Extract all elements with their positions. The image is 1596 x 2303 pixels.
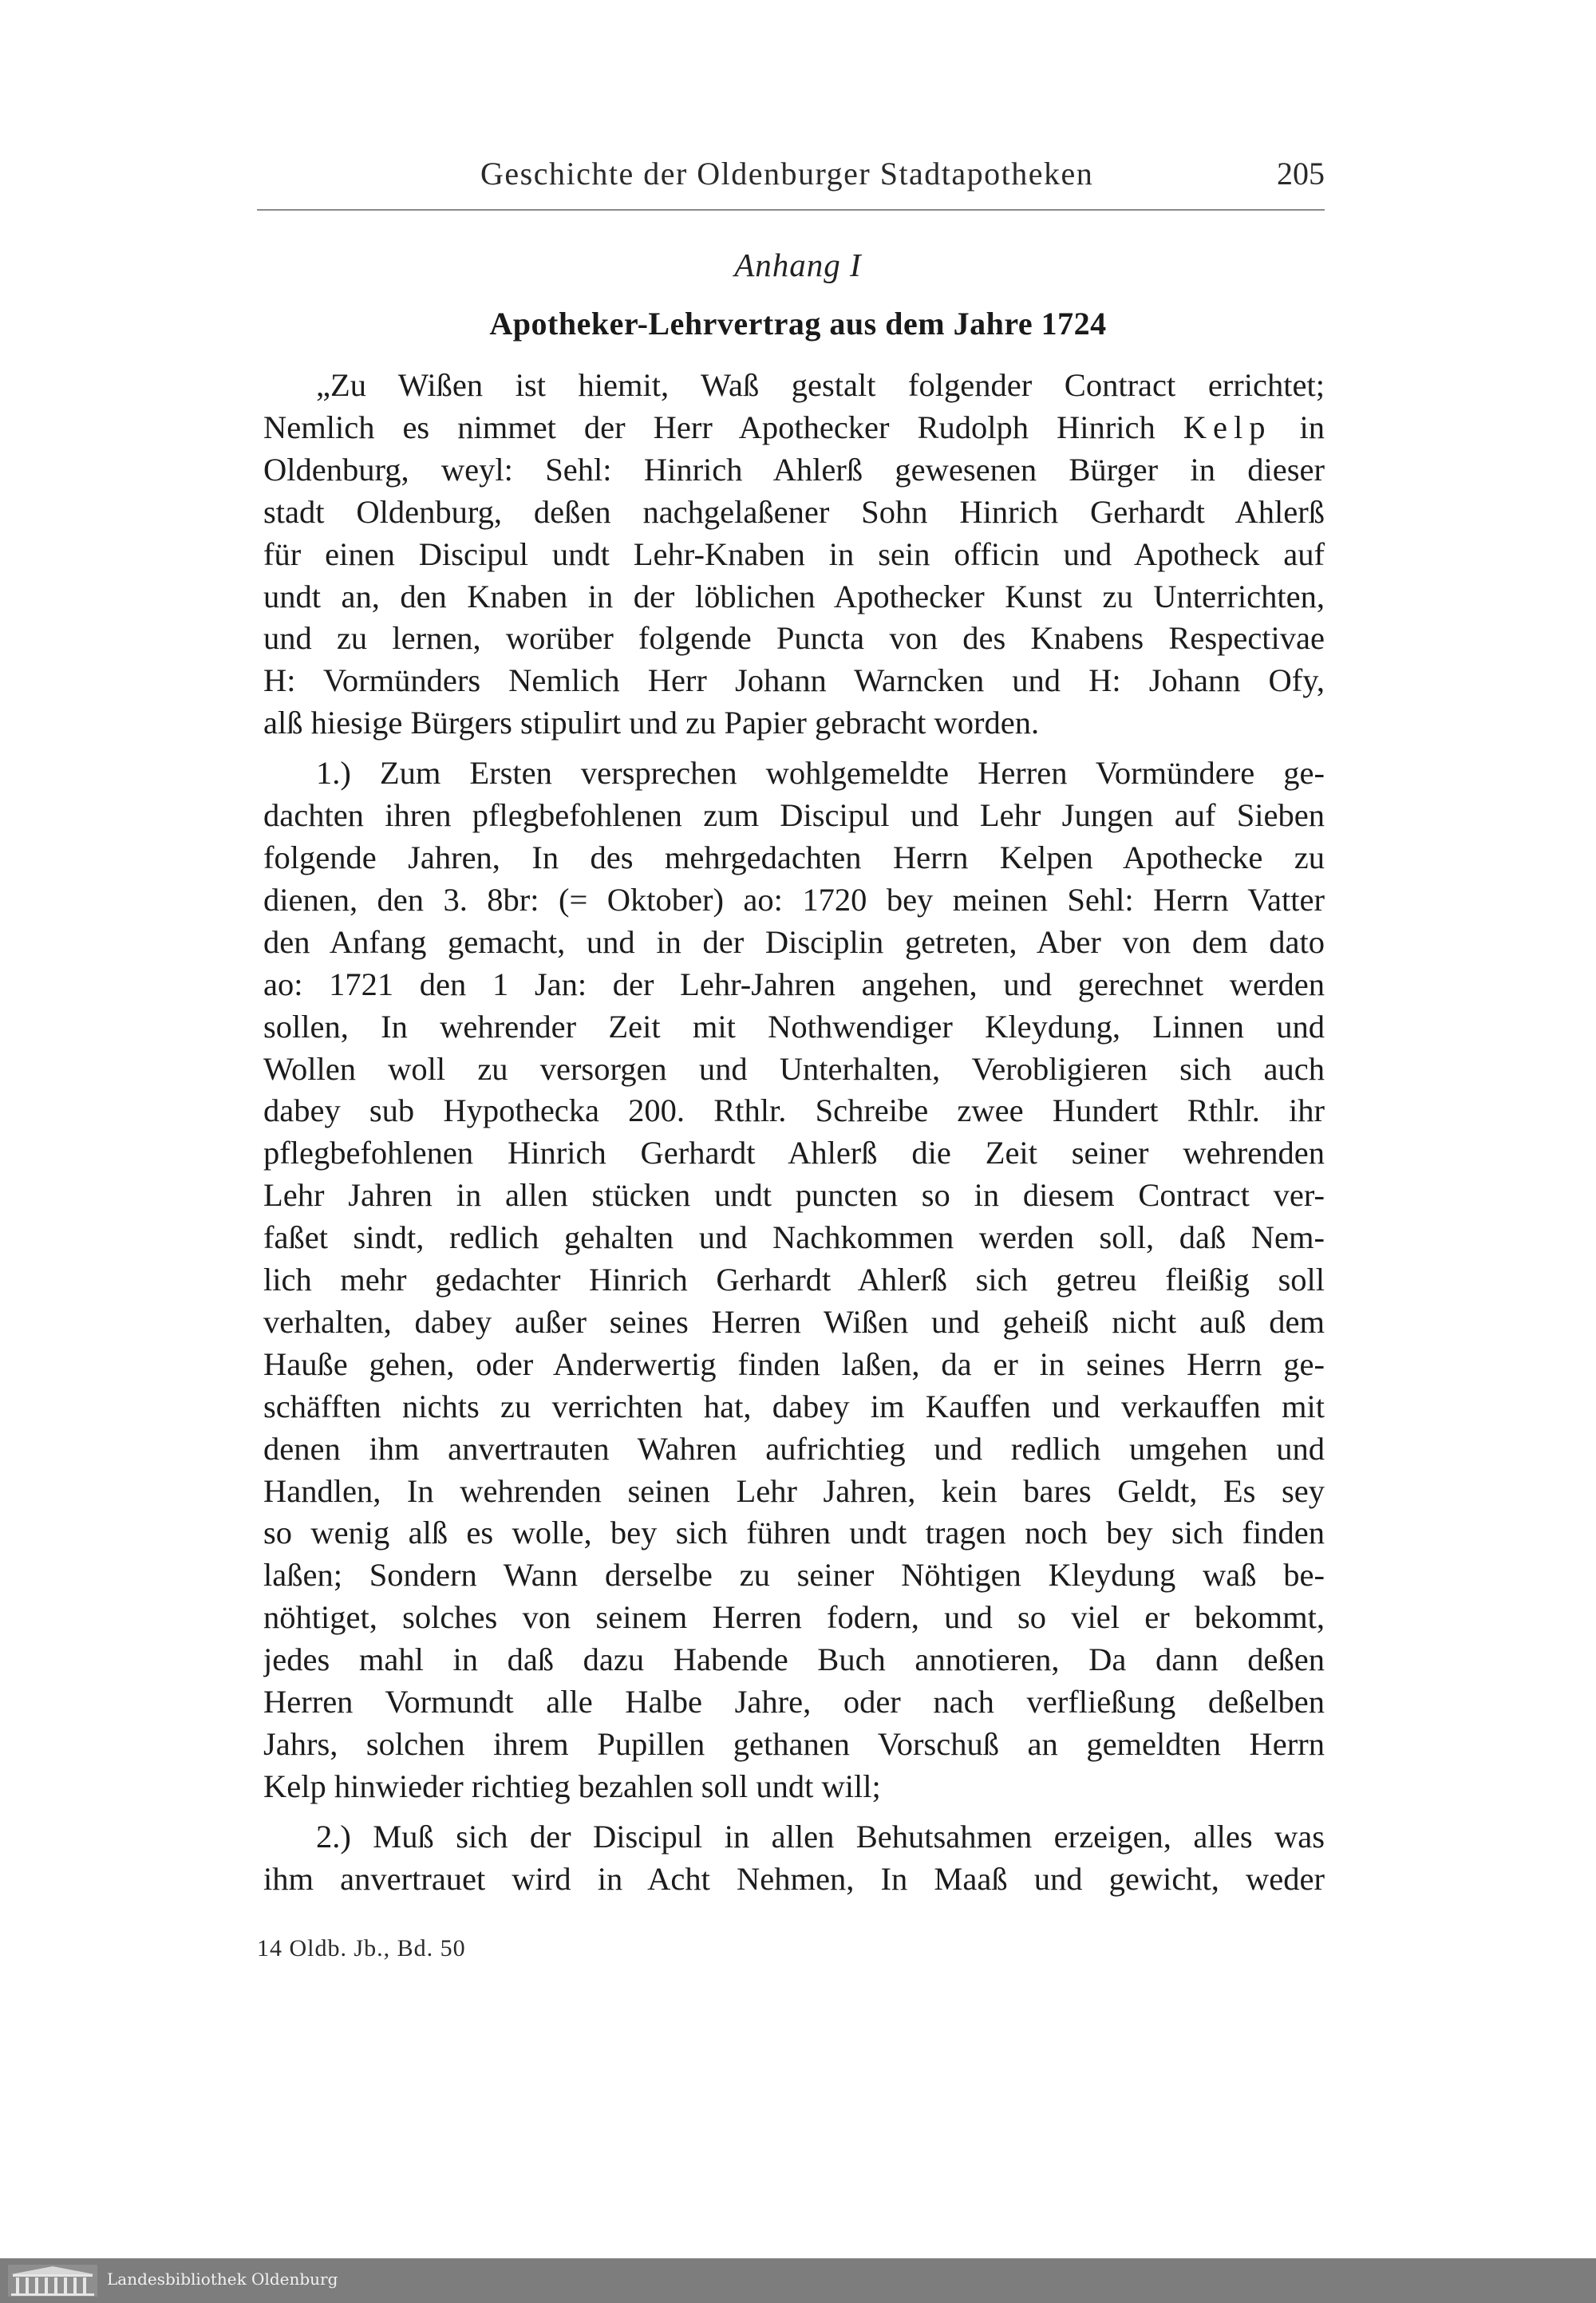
paragraph-intro [263, 365, 1325, 745]
text-line: denen ihm anvertrauten Wahren aufrichtieg und redlich umgehen und [263, 1430, 1325, 1467]
document-title: Apotheker-Lehrvertrag aus dem Jahre 1724 [489, 306, 1107, 342]
appendix-label: Anhang I [734, 247, 862, 283]
page-number: 205 [1277, 156, 1325, 192]
text-line: laßen; Sondern Wann derselbe zu seiner Nöhtigen Kleydung waß be- [263, 1557, 1325, 1594]
running-title: Geschichte der Oldenburger Stadtapotheken [480, 156, 1094, 192]
text-line: jedes mahl in daß dazu Habende Buch annotieren, Da dann deßen [263, 1641, 1325, 1678]
text-line: 1.) Zum Ersten versprechen wohlgemeldte Herren Vormündere ge- [316, 755, 1325, 792]
text-line: Lehr Jahren in allen stücken undt puncten so in diesem Contract ver- [263, 1177, 1325, 1214]
paragraph-clause-1 [263, 753, 1325, 1808]
spaced-name: Kelp [1183, 409, 1272, 445]
text-line: stadt Oldenburg, deßen nachgelaßener Sohn Hinrich Gerhardt Ahlerß [263, 493, 1325, 530]
text-line: Hauße gehen, oder Anderwertig finden laßen, da er in seines Herrn ge- [263, 1345, 1325, 1382]
text-line: dachten ihren pflegbefohlenen zum Discipul und Lehr Jungen auf Sieben [263, 797, 1325, 834]
text-line: dienen, den 3. 8br: (= Oktober) ao: 1720 bey meinen Sehl: Herrn Vatter [263, 881, 1325, 918]
text-line: H: Vormünders Nemlich Herr Johann Warncken und H: Johann Ofy, [263, 662, 1325, 699]
paragraph-gap [263, 745, 1325, 753]
text-line: Herren Vormundt alle Halbe Jahre, oder nach verfließung deßelben [263, 1684, 1325, 1720]
text-line: pflegbefohlenen Hinrich Gerhardt Ahlerß die Zeit seiner wehrenden [263, 1135, 1325, 1171]
text-line: Handlen, In wehrenden seinen Lehr Jahren, kein bares Geldt, Es sey [263, 1472, 1325, 1509]
text-line: folgende Jahren, In des mehrgedachten Herrn Kelpen Apothecke zu [263, 839, 1325, 875]
header-rule [257, 209, 1325, 211]
text-line: dabey sub Hypothecka 200. Rthlr. Schreibe zwee Hundert Rthlr. ihr [263, 1092, 1325, 1129]
library-building-icon [8, 2265, 97, 2297]
paragraph-gap [263, 1808, 1325, 1816]
text-line: Wollen woll zu versorgen und Unterhalten, Verobligieren sich auch [263, 1050, 1325, 1087]
text-line: undt an, den Knaben in der löblichen Apothecker Kunst zu Unterrichten, [263, 578, 1325, 614]
text-line: lich mehr gedachter Hinrich Gerhardt Ahlerß sich getreu fleißig soll [263, 1262, 1325, 1298]
text-line: den Anfang gemacht, und in der Disciplin getreten, Aber von dem dato [263, 923, 1325, 960]
text-line: Jahrs, solchen ihrem Pupillen gethanen Vorschuß an gemeldten Herrn [263, 1726, 1325, 1762]
text-line: ao: 1721 den 1 Jan: der Lehr-Jahren angehen, und gerechnet werden [263, 966, 1325, 1002]
library-name[interactable]: Landesbibliothek Oldenburg [107, 2269, 338, 2289]
text-line: verhalten, dabey außer seines Herren Wißen und geheiß nicht auß dem [263, 1303, 1325, 1340]
body-text [263, 365, 1325, 1901]
paragraph-clause-2 [263, 1816, 1325, 1901]
text-line: für einen Discipul undt Lehr-Knaben in sein officin und Apotheck auf [263, 535, 1325, 572]
text-line: „Zu Wißen ist hiemit, Waß gestalt folgender Contract errichtet; [316, 367, 1325, 403]
text-line: faßet sindt, redlich gehalten und Nachkommen werden soll, daß Nem- [263, 1219, 1325, 1256]
sheet-signature: 14 Oldb. Jb., Bd. 50 [257, 1935, 466, 1961]
text-line: 2.) Muß sich der Discipul in allen Behutsahmen erzeigen, alles was [316, 1818, 1325, 1855]
text-line: so wenig alß es wolle, bey sich führen undt tragen noch bey sich finden [263, 1515, 1325, 1551]
text-fragment: Nemlich es nimmet der Herr Apothecker Rudolph Hinrich [263, 409, 1156, 445]
text-line: sollen, In wehrender Zeit mit Nothwendiger Kleydung, Linnen und [263, 1008, 1325, 1045]
footer-bar [0, 2258, 1596, 2303]
text-line: Oldenburg, weyl: Sehl: Hinrich Ahlerß gewesenen Bürger in dieser [263, 451, 1325, 488]
text-line: nöhtiget, solches von seinem Herren fodern, und so viel er bekommt, [263, 1599, 1325, 1636]
text-line: alß hiesige Bürgers stipulirt und zu Papier gebracht worden. [263, 705, 1040, 741]
text-line: schäfften nichts zu verrichten hat, dabey im Kauffen und verkauffen mit [263, 1388, 1325, 1424]
text-fragment: in [1271, 409, 1325, 445]
text-line: ihm anvertrauet wird in Acht Nehmen, In Maaß und gewicht, weder [263, 1860, 1325, 1897]
text-line [263, 407, 1325, 449]
text-line: und zu lernen, worüber folgende Puncta von des Knabens Respectivae [263, 620, 1325, 657]
running-header [257, 155, 1325, 203]
text-line: Kelp hinwieder richtieg bezahlen soll undt will; [263, 1768, 881, 1804]
